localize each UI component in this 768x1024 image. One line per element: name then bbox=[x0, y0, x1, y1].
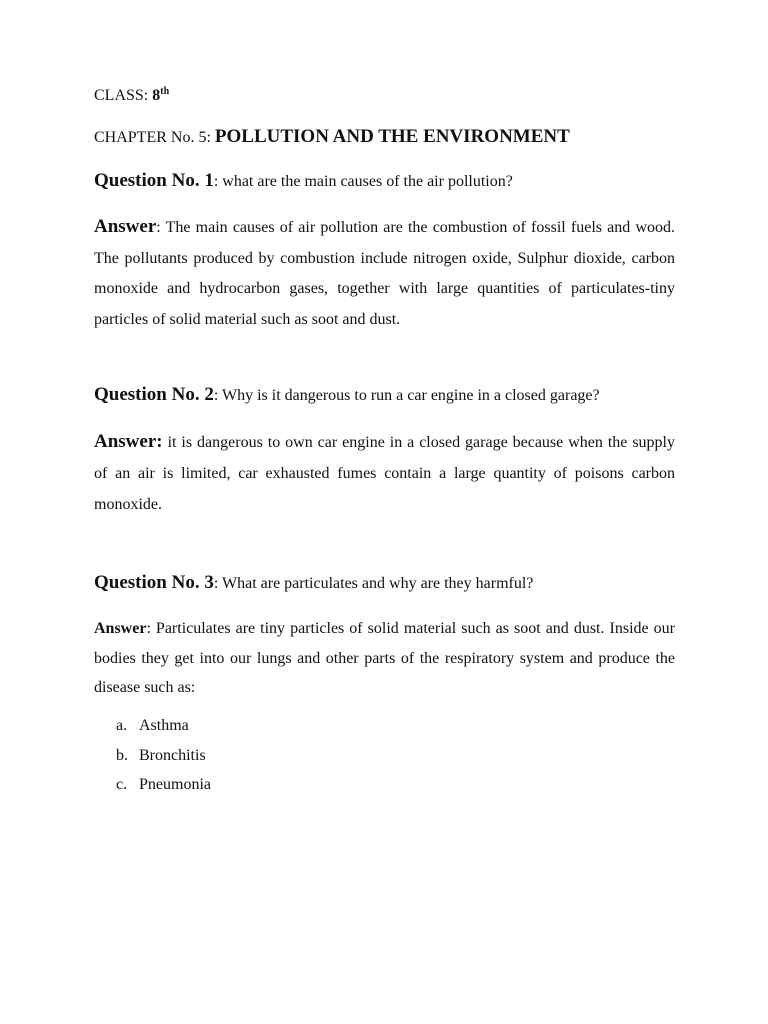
question-2-text: : Why is it dangerous to run a car engine in a closed garage? bbox=[213, 387, 600, 404]
question-2-label: Question No. 2 bbox=[94, 384, 214, 405]
list-item-text: Bronchitis bbox=[139, 746, 206, 764]
answer-2-label: Answer: bbox=[94, 431, 163, 452]
question-1-text: : what are the main causes of the air pollution? bbox=[213, 173, 513, 190]
class-value: 8 bbox=[152, 87, 161, 104]
answer-2 bbox=[94, 426, 675, 520]
question-3-label: Question No. 3 bbox=[94, 572, 214, 593]
list-marker: c. bbox=[116, 776, 128, 793]
question-1-label: Question No. 1 bbox=[94, 170, 214, 191]
chapter-line bbox=[94, 126, 570, 148]
answer-1-label: Answer bbox=[94, 216, 157, 237]
question-1 bbox=[94, 170, 513, 192]
list-item-text: Pneumonia bbox=[139, 776, 211, 793]
list-item bbox=[116, 741, 211, 771]
list-marker: a. bbox=[116, 717, 128, 734]
answer-3 bbox=[94, 614, 675, 703]
chapter-title: POLLUTION AND THE ENVIRONMENT bbox=[214, 126, 570, 147]
class-label: CLASS: bbox=[94, 87, 153, 104]
question-3-text: : What are particulates and why are they harmful? bbox=[213, 575, 534, 592]
question-3 bbox=[94, 572, 533, 594]
list-item bbox=[116, 770, 211, 800]
class-suffix: th bbox=[160, 86, 170, 97]
chapter-label: CHAPTER No. 5: bbox=[94, 129, 215, 146]
answer-3-text: : Particulates are tiny particles of solid material such as soot and dust. Inside our bodies they get into our lungs and other parts of the respiratory system and produce the disease such as: bbox=[94, 620, 675, 696]
list-item-text: Asthma bbox=[139, 717, 189, 734]
class-line bbox=[94, 86, 169, 105]
answer-3-label: Answer bbox=[94, 620, 147, 637]
answer-1 bbox=[94, 212, 675, 335]
list-item bbox=[116, 711, 211, 741]
answer-1-text: : The main causes of air pollution are the combustion of fossil fuels and wood. The pollutants produced by combustion include nitrogen oxide, Sulphur dioxide, carbon monoxide and hydrocarbon gases, together with large quantities of particulates-tiny particles of solid material such as soot and dust. bbox=[94, 219, 675, 328]
list-marker: b. bbox=[116, 746, 128, 764]
disease-list bbox=[116, 711, 211, 800]
question-2 bbox=[94, 384, 600, 406]
answer-2-text: it is dangerous to own car engine in a closed garage because when the supply of an air is limited, car exhausted fumes contain a large quantity of poisons carbon monoxide. bbox=[94, 434, 675, 513]
